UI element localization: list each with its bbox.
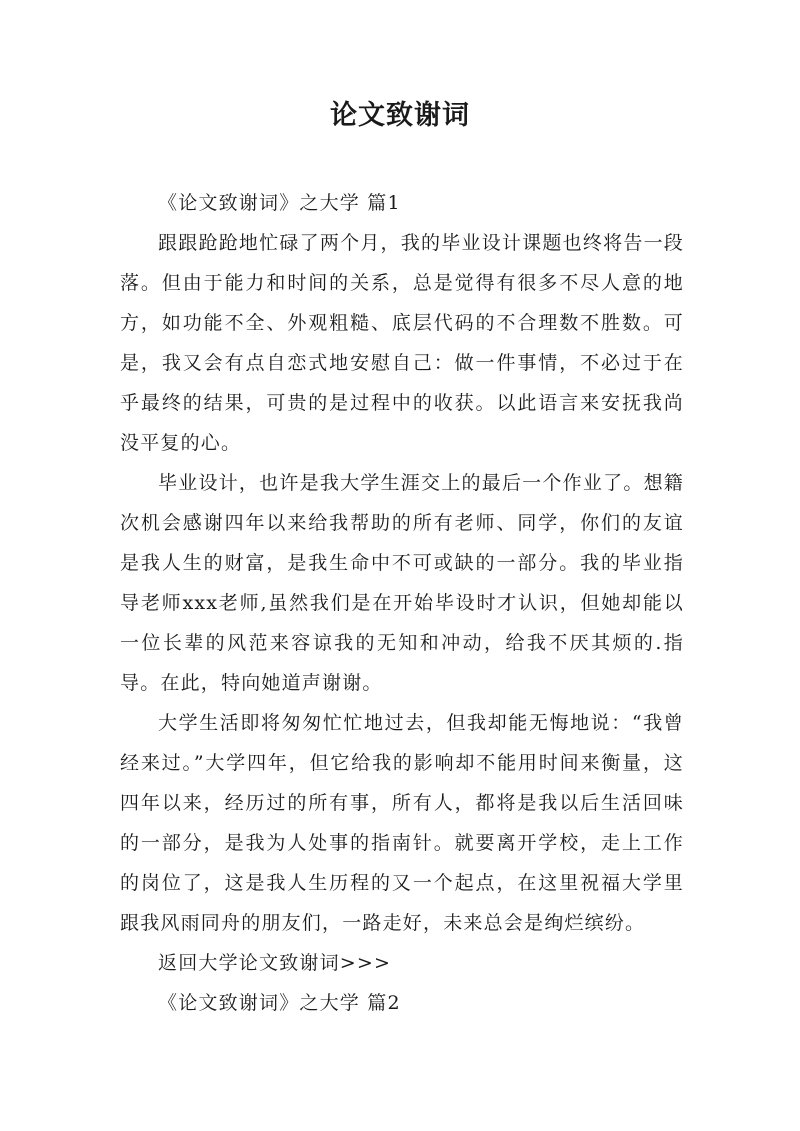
back-link[interactable]: 返回大学论文致谢词>>> [158, 952, 392, 974]
section-heading-2: 《论文致谢词》之大学 篇2 [158, 992, 401, 1014]
paragraph-1: 跟跟跄跄地忙碌了两个月，我的毕业设计课题也终将告一段落。但由于能力和时间的关系，总是觉得有很多不尽人意的地方，如功能不全、外观粗糙、底层代码的不合理数不胜数。可是，我又会有点自恋式地安慰自己：做一件事情，不必过于在乎最终的结果，可贵的是过程中的收获。以此语言来安抚我尚没平复的心。 [120, 232, 684, 454]
paragraph-2: 毕业设计，也许是我大学生涯交上的最后一个作业了。想籍次机会感谢四年以来给我帮助的所有老师、同学，你们的友谊是我人生的财富，是我生命中不可或缺的一部分。我的毕业指导老师xxx老师,虽然我们是在开始毕设时才认识，但她却能以一位长辈的风范来容谅我的无知和冲动，给我不厌其烦的.指导。在此，特向她道声谢谢。 [120, 472, 684, 694]
section-heading-1: 《论文致谢词》之大学 篇1 [158, 192, 401, 214]
page-title: 论文致谢词 [330, 100, 470, 131]
paragraph-3: 大学生活即将匆匆忙忙地过去，但我却能无悔地说：“我曾经来过。”大学四年，但它给我的影响却不能用时间来衡量，这四年以来，经历过的所有事，所有人，都将是我以后生活回味的一部分，是我为人处事的指南针。就要离开学校，走上工作的岗位了，这是我人生历程的又一个起点，在这里祝福大学里跟我风雨同舟的朋友们，一路走好，未来总会是绚烂缤纷。 [120, 712, 684, 934]
document-body [120, 183, 684, 1023]
